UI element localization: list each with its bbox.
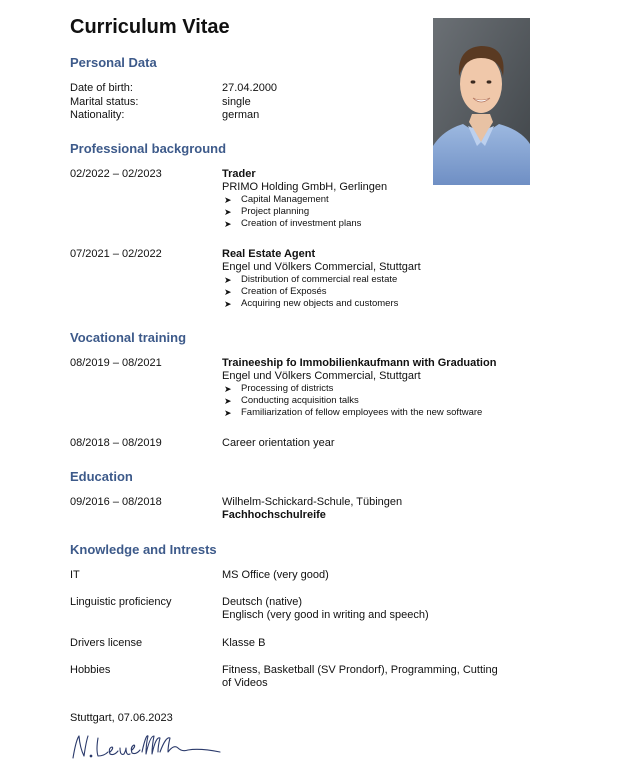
job-company: Engel und Völkers Commercial, Stuttgart [222,261,421,273]
list-item: ➤ Creation of investment plans [224,218,362,229]
personal-data-list [70,82,370,123]
knowledge-value: Fitness, Basketball (SV Prondorf), Programming, Cutting [222,664,498,676]
signature [70,730,230,766]
education-period: 09/2016 – 08/2018 [70,496,162,508]
section-personal-data: Personal Data [70,55,157,70]
education-school: Wilhelm-Schickard-Schule, Tübingen [222,496,403,508]
section-professional-background: Professional background [70,141,227,156]
list-item: ➤ Acquiring new objects and customers [224,298,399,309]
section-knowledge: Knowledge and Intrests [70,542,217,557]
job-role: Trader [222,168,256,180]
field-value: german [222,109,260,121]
portrait-photo [433,18,530,185]
arrow-bullet-icon: ➤ [224,219,232,229]
field-label: Date of birth: [70,82,133,94]
job-tasks [222,274,542,310]
list-item: ➤ Processing of districts [224,383,334,394]
list-item: ➤ Conducting acquisition talks [224,395,359,406]
education-degree: Fachhochschulreife [222,509,326,521]
arrow-bullet-icon: ➤ [224,299,232,309]
arrow-bullet-icon: ➤ [224,384,232,394]
knowledge-value: Klasse B [222,637,266,649]
field-label: Marital status: [70,95,139,108]
place-date: Stuttgart, 07.06.2023 [70,712,173,724]
knowledge-value: MS Office (very good) [222,569,329,581]
arrow-bullet-icon: ➤ [224,396,232,406]
knowledge-label: Drivers license [70,637,143,649]
training-role: Traineeship fo Immobilienkaufmann with Graduation [222,357,497,369]
list-item: ➤ Capital Management [224,194,329,205]
knowledge-value: Deutsch (native) [222,596,303,608]
job-role: Real Estate Agent [222,248,316,260]
knowledge-label: IT [70,569,80,581]
field-label: Nationality: [70,109,125,121]
section-vocational-training: Vocational training [70,330,187,345]
training-text: Career orientation year [222,437,335,449]
job-company: PRIMO Holding GmbH, Gerlingen [222,181,388,193]
list-item: ➤ Familiarization of fellow employees with the new software [224,407,483,418]
knowledge-value: Englisch (very good in writing and speech) [222,609,429,621]
field-value: single [222,95,251,108]
knowledge-label: Hobbies [70,664,111,676]
list-item: ➤ Creation of Exposés [224,286,327,297]
arrow-bullet-icon: ➤ [224,287,232,297]
training-period: 08/2019 – 08/2021 [70,357,162,369]
list-item: ➤ Project planning [224,206,310,217]
list-item: ➤ Distribution of commercial real estate [224,274,398,285]
arrow-bullet-icon: ➤ [224,195,232,205]
page-title: Curriculum Vitae [70,16,230,38]
field-value: 27.04.2000 [222,82,278,94]
knowledge-value: of Videos [222,677,268,689]
job-tasks [222,194,542,230]
arrow-bullet-icon: ➤ [224,275,232,285]
arrow-bullet-icon: ➤ [224,408,232,418]
training-tasks [222,383,542,419]
section-education: Education [70,469,133,484]
job-period: 02/2022 – 02/2023 [70,168,162,180]
arrow-bullet-icon: ➤ [224,207,232,217]
job-period: 07/2021 – 02/2022 [70,248,162,260]
knowledge-label: Linguistic proficiency [70,596,172,608]
training-company: Engel und Völkers Commercial, Stuttgart [222,370,421,382]
training-period: 08/2018 – 08/2019 [70,437,162,449]
